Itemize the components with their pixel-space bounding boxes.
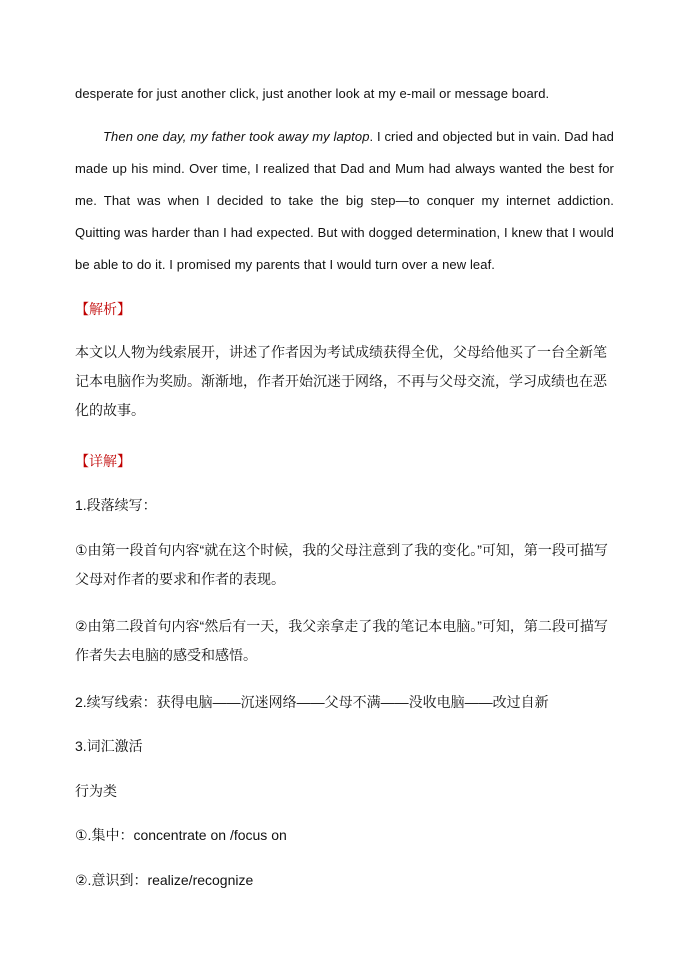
section-3-title: 3.词汇激活	[75, 738, 143, 754]
analysis-text: 本文以人物为线索展开，讲述了作者因为考试成绩获得全优，父母给他买了一台全新笔记本电脑作为奖励。渐渐地，作者开始沉迷于网络，不再与父母交流，学习成绩也在恶化的故事。	[75, 344, 607, 418]
analysis-heading: 【解析】	[75, 301, 131, 317]
passage-paragraph-2	[75, 121, 614, 281]
section-1-title: 1.段落续写：	[75, 497, 157, 513]
section-1-item-2: ②由第二段首句内容“然后有一天，我父亲拿走了我的笔记本电脑。”可知，第二段可描写作者失去电脑的感受和感悟。	[75, 618, 608, 663]
passage-italic-phrase: Then one day, my father took away my laptop	[103, 129, 370, 144]
section-2-title: 2.续写线索：获得电脑——沉迷网络——父母不满——没收电脑——改过自新	[75, 694, 549, 710]
section-3-item-1: ①.集中：concentrate on /focus on	[75, 827, 287, 843]
section-1-item-1: ①由第一段首句内容“就在这个时候，我的父母注意到了我的变化。”可知，第一段可描写父母对作者的要求和作者的表现。	[75, 542, 608, 587]
passage-line-1: desperate for just another click, just another look at my e-mail or message board.	[75, 86, 550, 101]
section-3-item-2: ②.意识到：realize/recognize	[75, 872, 254, 888]
section-3-category: 行为类	[75, 783, 117, 799]
detail-heading: 【详解】	[75, 453, 131, 469]
passage-paragraph-2-rest: . I cried and objected but in vain. Dad had made up his mind. Over time, I realized that Dad and Mum had always wanted the best for me. That was when I decided to take the big step—to conquer my internet addiction. Quitting was harder than I had expected. But with dogged determination, I knew that I would be able to do it. I promised my parents that I would turn over a new leaf.	[75, 129, 614, 272]
